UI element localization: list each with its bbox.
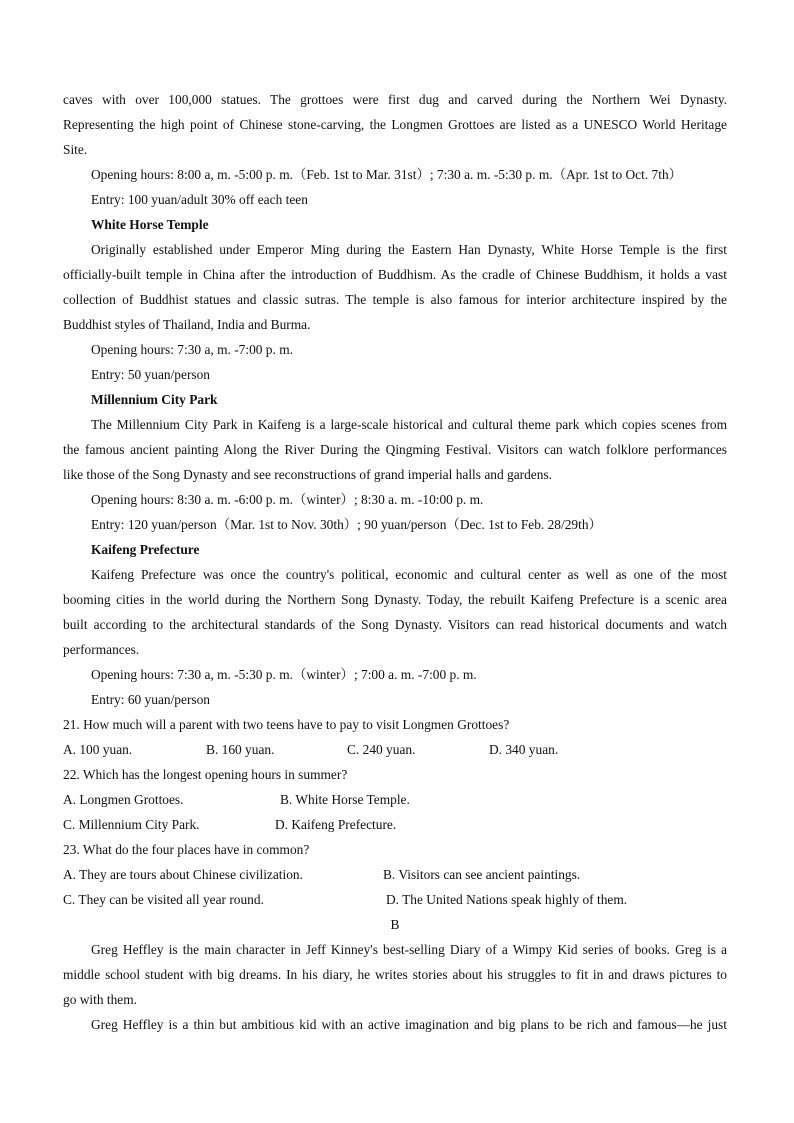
millennium-line-2: the famous ancient painting Along the River During the Qingming Festival. Visitors can watch folklore performances — [63, 442, 727, 457]
white-horse-line-2: officially-built temple in China after the introduction of Buddhism. As the cradle of Chinese Buddhism, it holds a vast — [63, 267, 727, 282]
kaifeng-line-2: booming cities in the world during the Northern Song Dynasty. Today, the rebuilt Kaifeng Prefecture is a scenic area — [63, 592, 727, 607]
question-22-stem: 22. Which has the longest opening hours in summer? — [63, 767, 348, 782]
white-horse-line-1: Originally established under Emperor Ming during the Eastern Han Dynasty, White Horse Temple is the first — [91, 242, 727, 257]
section-b-p1-line-1: Greg Heffley is the main character in Jeff Kinney's best-selling Diary of a Wimpy Kid series of books. Greg is a — [91, 942, 727, 957]
kaifeng-opening-hours: Opening hours: 7:30 a, m. -5:30 p. m.（winter）; 7:00 a. m. -7:00 p. m. — [91, 667, 477, 682]
question-23-option-d: D. The United Nations speak highly of them. — [386, 892, 628, 907]
question-23-stem: 23. What do the four places have in common? — [63, 842, 310, 857]
section-b-p1-line-3: go with them. — [63, 992, 138, 1007]
question-21-option-c: C. 240 yuan. — [347, 742, 416, 757]
longmen-intro-line-1: caves with over 100,000 statues. The grottoes were first dug and carved during the Northern Wei Dynasty. — [63, 92, 727, 107]
kaifeng-entry: Entry: 60 yuan/person — [91, 692, 211, 707]
longmen-entry: Entry: 100 yuan/adult 30% off each teen — [91, 192, 308, 207]
white-horse-line-4: Buddhist styles of Thailand, India and Burma. — [63, 317, 311, 332]
millennium-entry: Entry: 120 yuan/person（Mar. 1st to Nov. 30th）; 90 yuan/person（Dec. 1st to Feb. 28/29th） — [91, 517, 602, 532]
document-page — [63, 87, 727, 1037]
question-23-options-row-2 — [63, 887, 727, 912]
millennium-opening-hours: Opening hours: 8:30 a. m. -6:00 p. m.（winter）; 8:30 a. m. -10:00 p. m. — [91, 492, 484, 507]
white-horse-entry: Entry: 50 yuan/person — [91, 367, 211, 382]
white-horse-line-3: collection of Buddhist statues and classic sutras. The temple is also famous for interior architecture inspired by the — [63, 292, 727, 307]
question-22-options-row-2 — [63, 812, 727, 837]
question-22-option-a: A. Longmen Grottoes. — [63, 792, 184, 807]
longmen-opening-hours: Opening hours: 8:00 a, m. -5:00 p. m.（Feb. 1st to Mar. 31st）; 7:30 a. m. -5:30 p. m.（Apr. 1st to Oct. 7th） — [91, 167, 683, 182]
question-21-stem: 21. How much will a parent with two teens have to pay to visit Longmen Grottoes? — [63, 717, 510, 732]
question-22-option-b: B. White Horse Temple. — [280, 792, 410, 807]
question-21-option-a: A. 100 yuan. — [63, 742, 133, 757]
millennium-heading: Millennium City Park — [91, 392, 218, 407]
section-b-p1-line-2: middle school student with big dreams. In his diary, he writes stories about his struggles to fit in and draws pictures to — [63, 967, 727, 982]
white-horse-heading: White Horse Temple — [91, 217, 209, 232]
kaifeng-line-4: performances. — [63, 642, 140, 657]
question-22-options-row-1 — [63, 787, 727, 812]
kaifeng-heading: Kaifeng Prefecture — [91, 542, 200, 557]
section-b-p2-line-1: Greg Heffley is a thin but ambitious kid with an active imagination and big plans to be rich and famous—he just — [91, 1017, 727, 1032]
question-21-options — [63, 737, 727, 762]
millennium-line-3: like those of the Song Dynasty and see reconstructions of grand imperial halls and gardens. — [63, 467, 553, 482]
longmen-intro-line-3: Site. — [63, 142, 88, 157]
question-22-option-d: D. Kaifeng Prefecture. — [275, 817, 397, 832]
question-21-option-d: D. 340 yuan. — [489, 742, 559, 757]
question-23-option-a: A. They are tours about Chinese civilization. — [63, 867, 303, 882]
question-21-option-b: B. 160 yuan. — [206, 742, 275, 757]
question-23-options-row-1 — [63, 862, 727, 887]
longmen-intro-line-2: Representing the high point of Chinese stone-carving, the Longmen Grottoes are listed as a UNESCO World Heritage — [63, 117, 727, 132]
question-22-option-c: C. Millennium City Park. — [63, 817, 200, 832]
white-horse-opening-hours: Opening hours: 7:30 a, m. -7:00 p. m. — [91, 342, 293, 357]
millennium-line-1: The Millennium City Park in Kaifeng is a large-scale historical and cultural theme park which copies scenes from — [91, 417, 727, 432]
question-23-option-c: C. They can be visited all year round. — [63, 892, 264, 907]
kaifeng-line-3: built according to the architectural standards of the Song Dynasty. Visitors can read historical documents and watch — [63, 617, 727, 632]
section-b-label: B — [390, 917, 400, 932]
question-23-option-b: B. Visitors can see ancient paintings. — [383, 867, 581, 882]
kaifeng-line-1: Kaifeng Prefecture was once the country's political, economic and cultural center as well as one of the most — [91, 567, 727, 582]
